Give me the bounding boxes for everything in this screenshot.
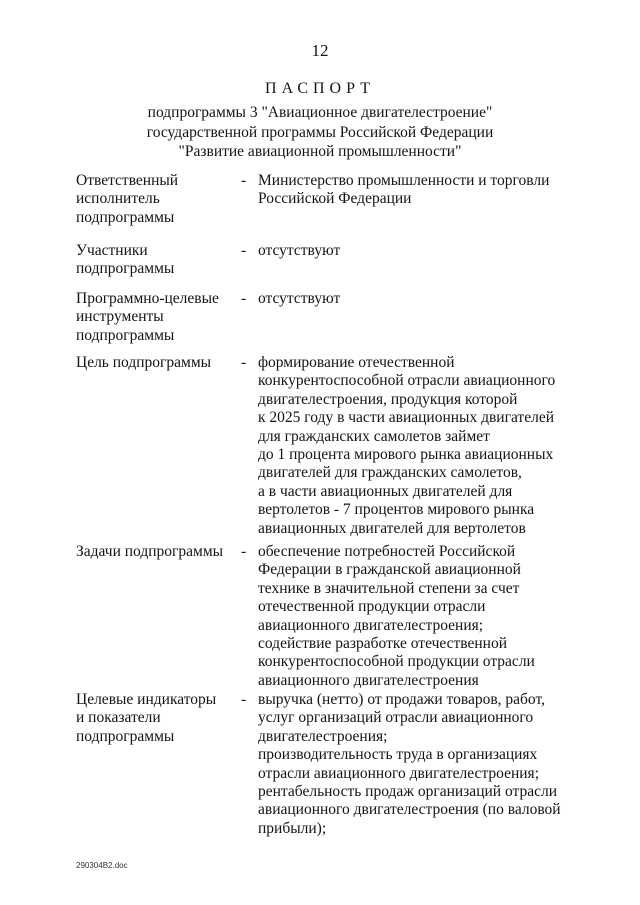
value-line: к 2025 году в части авиационных двигателей [258, 409, 554, 427]
value-line: двигателестроения, продукция которой [258, 390, 518, 408]
value-line: Министерство промышленности и торговли [258, 172, 550, 189]
value-line: авиационного двигателестроения [258, 671, 479, 689]
value-line: авиационного двигателестроения; [258, 616, 484, 634]
value-line: отрасли авиационного двигателестроения; [258, 764, 539, 782]
document-subtitle [0, 103, 640, 162]
value-line: отечественной продукции отрасли [258, 598, 486, 616]
value-line: прибыли); [258, 819, 327, 837]
value-line: отсутствуют [258, 290, 341, 307]
document-filename: 290304B2.doc [76, 861, 128, 870]
row-value [258, 543, 535, 690]
value-line: авиационных двигателей для вертолетов [258, 519, 526, 537]
value-line: двигателестроения; [258, 727, 388, 745]
row-value [258, 354, 555, 538]
value-line: вертолетов - 7 процентов мирового рынка [258, 501, 535, 519]
row-label: Программно-целевые инструменты подпрограммы [76, 290, 219, 344]
value-line: рентабельность продаж организаций отрасли [258, 783, 557, 801]
row-dash: - [241, 691, 247, 708]
value-line: технике в значительной степени за счет [258, 579, 520, 597]
row-value [258, 691, 561, 838]
value-line: формирование отечественной [258, 354, 455, 371]
value-line: выручка (нетто) от продажи товаров, работ, [258, 691, 545, 708]
document-title: ПАСПОРТ [265, 80, 375, 97]
value-line: Федерации в гражданской авиационной [258, 561, 521, 579]
value-line: для гражданских самолетов займет [258, 427, 490, 445]
value-line: производительность труда в организациях [258, 746, 538, 764]
value-line: двигателей для гражданских самолетов, [258, 464, 522, 482]
row-label: Участники подпрограммы [76, 242, 175, 278]
row-value [258, 290, 340, 308]
value-line: содействие разработке отечественной [258, 635, 508, 653]
row-dash: - [241, 172, 247, 189]
subtitle-line: "Развитие авиационной промышленности" [178, 143, 462, 160]
page-number: 12 [311, 41, 329, 60]
value-line: авиационного двигателестроения (по валовой [258, 801, 561, 819]
row-dash: - [241, 242, 247, 259]
row-label: Целевые индикаторы и показатели подпрограммы [76, 691, 217, 745]
value-line: конкурентоспособной продукции отрасли [258, 653, 535, 671]
value-line: а в части авиационных двигателей для [258, 482, 513, 500]
row-value [258, 172, 549, 209]
subtitle-line: государственной программы Российской Федерации [146, 123, 494, 141]
value-line: Российской Федерации [258, 190, 412, 208]
value-line: обеспечение потребностей Российской [258, 543, 516, 560]
value-line: отсутствуют [258, 242, 341, 259]
value-line: услуг организаций отрасли авиационного [258, 709, 534, 727]
row-label: Ответственный исполнитель подпрограммы [76, 172, 179, 226]
row-dash: - [241, 543, 247, 560]
row-value [258, 242, 340, 260]
row-dash: - [241, 290, 247, 307]
row-label: Цель подпрограммы [76, 354, 212, 371]
subtitle-line: подпрограммы 3 "Авиационное двигателестроение" [147, 104, 493, 121]
row-dash: - [241, 354, 247, 371]
row-label: Задачи подпрограммы [76, 543, 224, 560]
value-line: до 1 процента мирового рынка авиационных [258, 446, 554, 464]
value-line: конкурентоспособной отрасли авиационного [258, 372, 556, 390]
